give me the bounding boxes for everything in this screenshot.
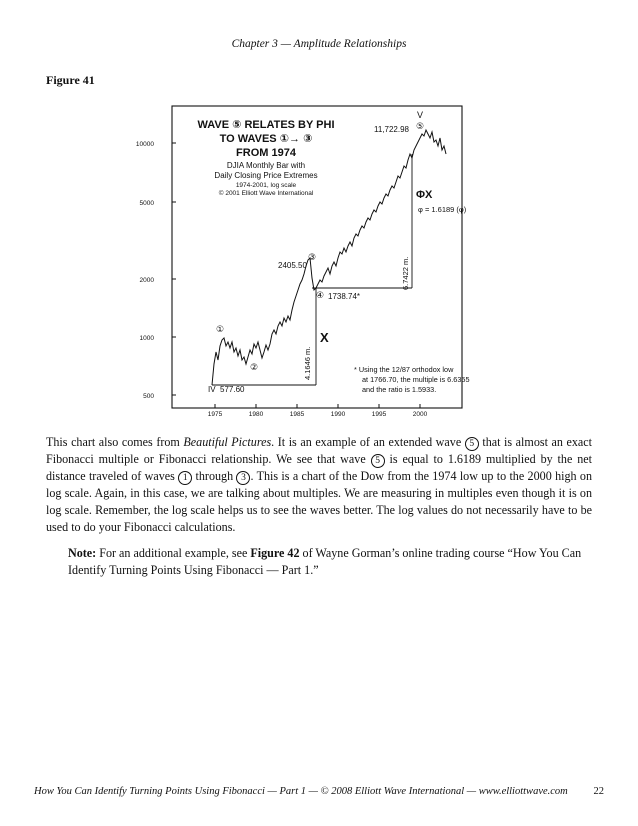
chart-small-line2: © 2001 Elliott Wave International: [218, 190, 314, 197]
phi-x-marker: ΦX: [416, 189, 433, 201]
footnote-line3: and the ratio is 1.5933.: [362, 385, 437, 394]
body-text-run: . This is a chart of the Dow from the 1974 low up to the 2000 high on log scale. Again, in this case, we are talking about multiples. We are measuring in multiples even though it is on log scale. Remember, the log scale helps us to see the waves better. The log values do not necessarily have to be used to do your Fibonacci calculations.: [46, 469, 592, 534]
wave5-circled: 5: [465, 437, 479, 451]
y-axis: [136, 141, 176, 400]
x-tick-label: 2000: [412, 411, 428, 418]
note-text-run: For an additional example, see: [96, 546, 251, 560]
wave1-marker: ①: [215, 324, 225, 334]
running-header: Chapter 3 — Amplitude Relationships: [231, 38, 407, 50]
footnote-line1: * Using the 12/87 orthodox low: [354, 365, 454, 374]
x-axis: [208, 404, 428, 418]
peak-value-label: 11,722.98: [374, 125, 409, 134]
body-text-run: through: [192, 469, 237, 483]
wave3-value-label: 2405.50: [278, 261, 307, 270]
x-tick-label: 1975: [207, 411, 223, 418]
note-paragraph: [68, 545, 592, 579]
page-footer: [34, 786, 604, 797]
body-text-run: This chart also comes from: [46, 435, 184, 449]
body-text-run: is equal to 1.6189 multiplied by the net distance traveled of waves: [46, 452, 592, 483]
low-value-label: 577.60: [220, 385, 245, 394]
y-tick-label: 1000: [139, 335, 154, 342]
wave-v-label: V: [416, 110, 424, 120]
footer-text: How You Can Identify Turning Points Using Fibonacci — Part 1 — © 2008 Elliott Wave International — www.elliottwave.com: [34, 786, 568, 797]
wave-iv-label: IV: [208, 385, 216, 394]
y-tick-label: 500: [143, 393, 154, 400]
x-marker-left: X: [320, 330, 329, 345]
chart-small-line1: 1974-2001, log scale: [235, 182, 297, 189]
figure-chart: [124, 102, 474, 424]
wave5-circled: 5: [371, 454, 385, 468]
right-multiple-label: 6.7422 m.: [401, 256, 410, 290]
book-title: Beautiful Pictures: [183, 435, 272, 449]
chart-subtitle-line2: Daily Closing Price Extremes: [214, 171, 318, 180]
y-tick-label: 2000: [139, 277, 154, 284]
body-text-run: . It is an example of an extended wave: [271, 435, 465, 449]
y-tick-label: 10000: [135, 141, 154, 148]
left-multiple-label: 4.1646 m.: [303, 346, 312, 380]
wave5-marker: ⑤: [415, 121, 425, 131]
chart-title-line2: TO WAVES ①→ ③: [219, 133, 313, 145]
wave4-marker: ④: [315, 290, 325, 300]
body-paragraph: [46, 434, 592, 536]
wave4-value-label: 1738.74*: [328, 292, 361, 301]
x-tick-label: 1980: [248, 411, 264, 418]
x-tick-label: 1990: [330, 411, 346, 418]
chart-title-line1: WAVE ⑤ RELATES BY PHI: [197, 119, 335, 131]
chart-subtitle-line1: DJIA Monthly Bar with: [226, 161, 306, 170]
note-label: Note:: [68, 546, 97, 560]
chart-svg: [124, 102, 474, 424]
footnote-line2: at 1766.70, the multiple is 6.6355: [362, 375, 470, 384]
wave2-marker: ②: [249, 362, 259, 372]
page-number: 22: [593, 786, 604, 797]
body-text-run: that is almost an exact Fibonacci multiple or Fibonacci relationship. We see that wave: [46, 435, 592, 466]
x-tick-label: 1995: [371, 411, 387, 418]
y-tick-label: 5000: [139, 200, 154, 207]
phi-ratio-label: φ = 1.6189 (φ): [418, 205, 467, 214]
wave1-circled: 1: [178, 471, 192, 485]
wave3-circled: 3: [236, 471, 250, 485]
chart-title-line3: FROM 1974: [236, 147, 296, 159]
wave3-marker: ③: [307, 252, 317, 262]
note-text-run: of Wayne Gorman’s online trading course “How You Can Identify Turning Points Using Fibonacci — Part 1.”: [68, 546, 582, 577]
figure-label: Figure 41: [46, 73, 95, 87]
figure-reference: Figure 42: [250, 546, 300, 560]
plot-frame: [172, 106, 462, 408]
x-tick-label: 1985: [289, 411, 305, 418]
